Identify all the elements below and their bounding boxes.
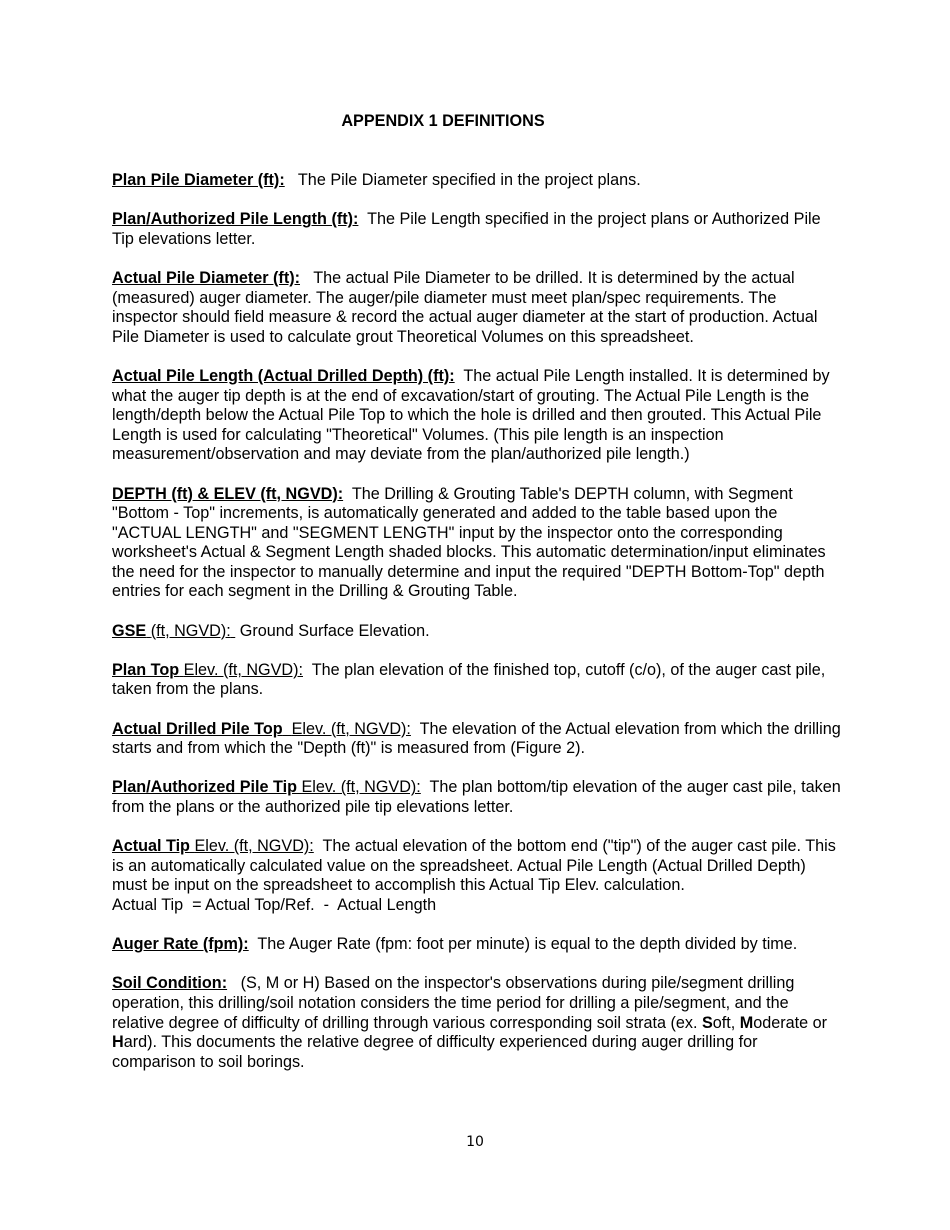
definition-text: The actual Pile Length installed. It is determined by what the auger tip depth is at the end of excavation/start of grouting. The Actual Pile Length is the length/depth below the Actual Pile Top to which the hole is drilled and then grouted. This Actual Pile Length is used for calculating "Theoretical" Volumes. (This pile length is an inspection measurement/observation and may deviate from the plan/authorized pile length.) [112, 366, 830, 464]
definition-units [146, 622, 235, 640]
definition-units [190, 837, 314, 855]
definition-text: The Drilling & Grouting Table's DEPTH column, with Segment "Bottom - Top" increments, is automatically generated and added to the table based upon the "ACTUAL LENGTH" and "SEGMENT LENGTH" input by the inspector onto the corresponding worksheet's Actual & Segment Length shaded blocks. This automatic determination/input eliminates the need for the inspector to manually determine and input the required "DEPTH Bottom-Top" depth entries for each segment in the Drilling & Grouting Table. [112, 484, 826, 601]
definition-term: Actual Drilled Pile Top [112, 719, 283, 738]
definition-units [297, 778, 421, 796]
definition-text-end: ard). This documents the relative degree of difficulty experienced during auger drilling for comparison to soil borings. [112, 1033, 758, 1071]
definition-text: The actual elevation of the bottom end ("tip") of the auger cast pile. This is an automatically calculated value on the spreadsheet. Actual Pile Length (Actual Drilled Depth) must be input on the spreadsheet to accomplish this Actual Tip Elev. calculation. [112, 837, 836, 895]
definition-units-text: Elev. (ft, NGVD): [291, 719, 411, 738]
definition-term: Plan Pile Diameter (ft): [112, 171, 285, 189]
definition-actual-pile-length [112, 367, 844, 465]
definition-gse [112, 622, 844, 642]
definition-formula: Actual Tip = Actual Top/Ref. - Actual Length [112, 895, 437, 914]
definition-plan-authorized-pile-length [112, 210, 844, 249]
definition-term: GSE [112, 621, 147, 640]
definition-soil-condition [112, 974, 844, 1072]
definition-term: Actual Pile Diameter (ft): [112, 268, 300, 287]
hard-letter: H [112, 1033, 124, 1052]
definition-term: Plan Top [112, 660, 180, 679]
definition-text: The plan bottom/tip elevation of the auger cast pile, taken from the plans or the authorized pile tip elevations letter. [112, 778, 841, 816]
moderate-letter: M [739, 1013, 754, 1032]
definition-units [179, 661, 303, 679]
definition-text: The Auger Rate (fpm: foot per minute) is equal to the depth divided by time. [257, 935, 798, 954]
definition-term: DEPTH (ft) & ELEV (ft, NGVD): [112, 484, 344, 503]
definition-term: Soil Condition: [112, 974, 228, 993]
definition-text: The elevation of the Actual elevation from which the drilling starts and from which the "Depth (ft)" is measured from (Figure 2). [112, 719, 841, 758]
definition-units-text: Elev. (ft, NGVD): [183, 660, 303, 679]
moderate-rest: oderate or [753, 1013, 828, 1032]
definition-actual-drilled-pile-top [112, 720, 844, 759]
definition-term: Actual Pile Length (Actual Drilled Depth) (ft): [112, 366, 455, 385]
definition-depth-elev [112, 485, 844, 603]
definition-units-text: Elev. (ft, NGVD): [194, 837, 314, 856]
definition-plan-top [112, 661, 844, 700]
soft-letter: S [701, 1013, 713, 1032]
page-number: 10 [466, 1134, 484, 1150]
definition-text: The actual Pile Diameter to be drilled. It is determined by the actual (measured) auger diameter. The auger/pile diameter must meet plan/spec requirements. The inspector should field measure & record the actual auger diameter at the start of production. Actual Pile Diameter is used to calculate grout Theoretical Volumes on this spreadsheet. [112, 268, 818, 346]
definition-text: The Pile Diameter specified in the project plans. [297, 171, 641, 189]
definition-text: The plan elevation of the finished top, cutoff (c/o), of the auger cast pile, taken from the plans. [112, 660, 826, 699]
definition-text: Ground Surface Elevation. [239, 621, 430, 640]
definition-text: (S, M or H) Based on the inspector's observations during pile/segment drilling operation, this drilling/soil notation considers the time period for drilling a pile/segment, and the relative degree of difficulty of drilling through various corresponding soil strata (ex. [112, 974, 795, 1032]
definition-units-text: (ft, NGVD): [150, 621, 231, 640]
definition-units [283, 720, 411, 738]
definition-units-text: Elev. (ft, NGVD): [301, 778, 421, 797]
definition-term: Auger Rate (fpm): [112, 935, 249, 954]
definition-auger-rate [112, 935, 844, 955]
definition-term: Plan/Authorized Pile Tip [112, 778, 297, 797]
definition-plan-authorized-pile-tip [112, 778, 844, 817]
definition-text: The Pile Length specified in the project plans or Authorized Pile Tip elevations letter. [112, 210, 821, 248]
definition-actual-tip [112, 837, 844, 915]
definition-actual-pile-diameter [112, 269, 844, 347]
definition-term: Actual Tip [112, 837, 190, 856]
definition-term: Plan/Authorized Pile Length (ft): [112, 210, 359, 229]
soft-rest: oft, [712, 1013, 736, 1032]
page-title: APPENDIX 1 DEFINITIONS [341, 112, 545, 130]
definitions-list [112, 171, 844, 1092]
definition-plan-pile-diameter [112, 171, 844, 191]
